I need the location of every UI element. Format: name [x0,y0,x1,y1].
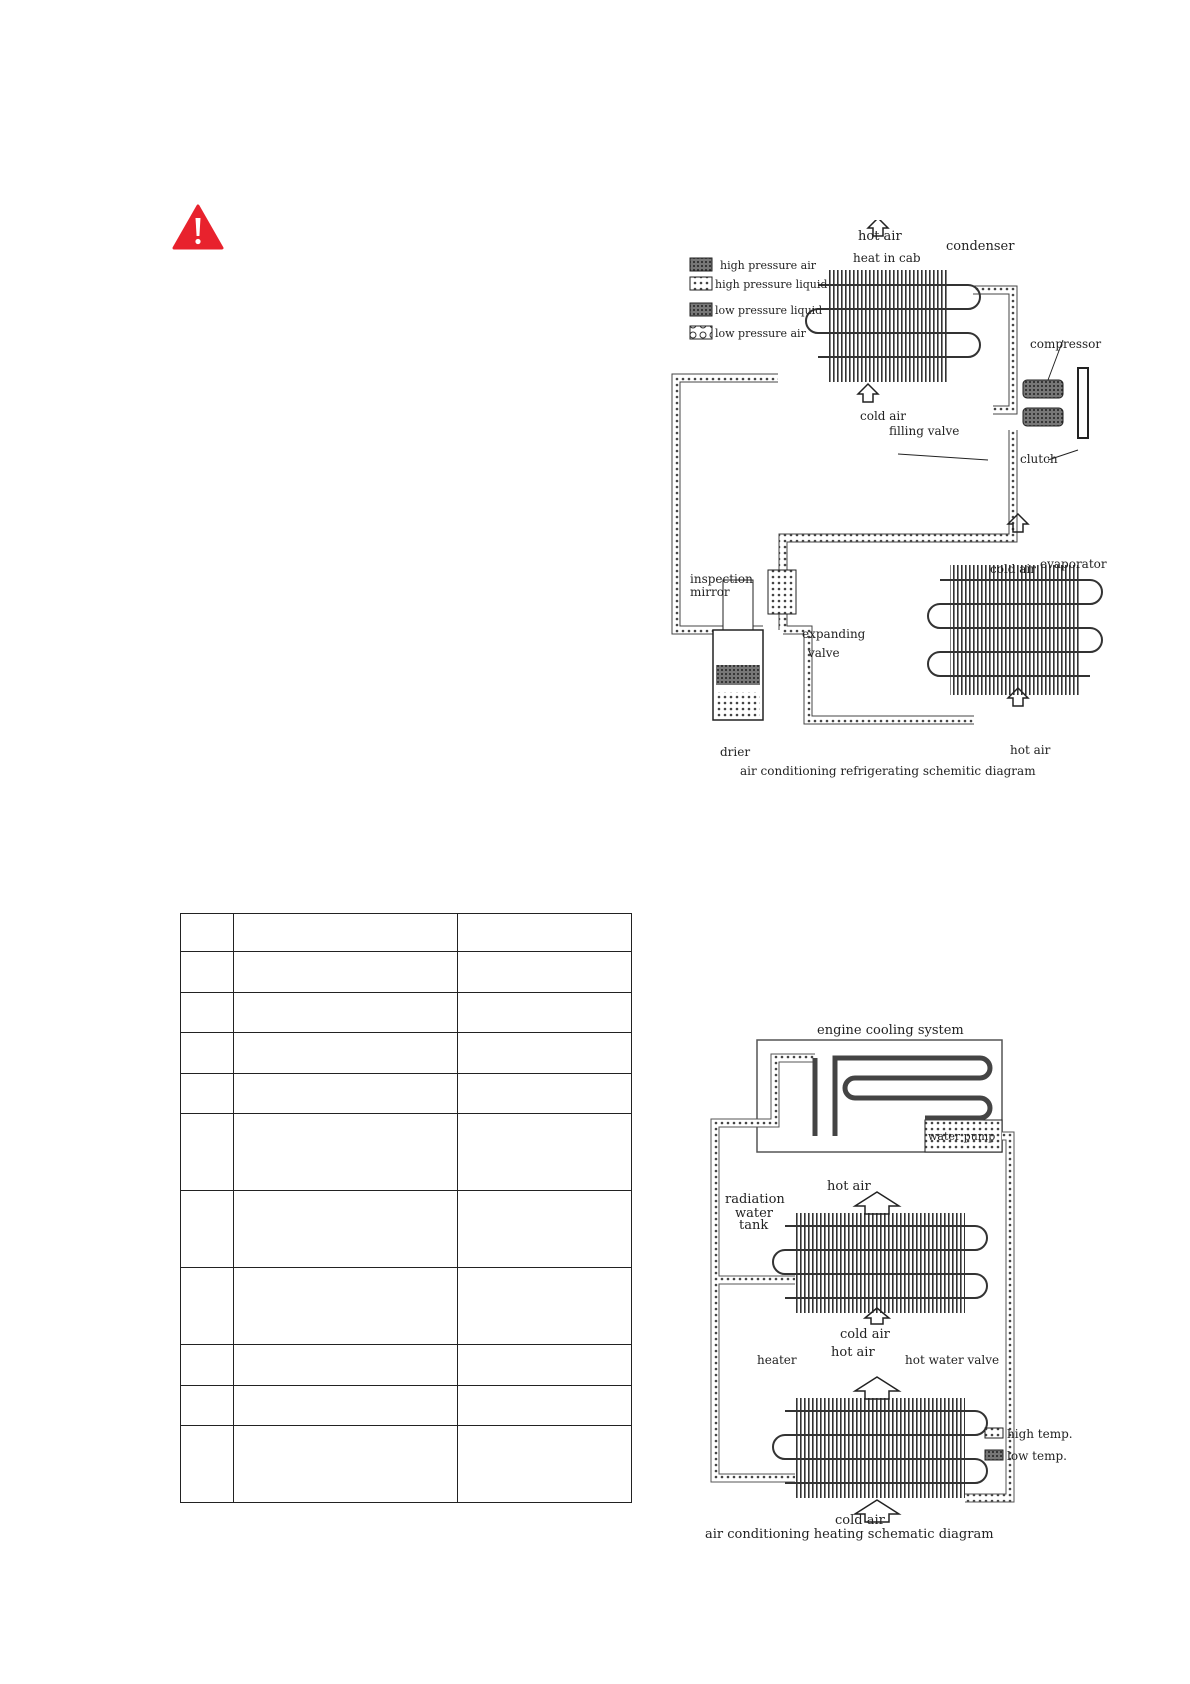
heat-in-cab-label: heat in cab [853,251,921,265]
spec-table [180,913,632,1503]
warning-triangle-icon [172,204,224,250]
hot-air-top-label: hot air [858,229,902,244]
legend-low-pressure-air: low pressure air [715,327,806,340]
expanding-valve [768,570,796,614]
table-row [181,992,632,1032]
legend-low-temp: low temp. [1007,1449,1067,1463]
compressor-label: compressor [1030,337,1102,351]
evaporator-coil [928,565,1102,695]
cold-air-heater-label: cold air [835,1513,885,1528]
cold-air-evaporator-label: cold air [990,562,1037,576]
table-row [181,1385,632,1425]
heating-schematic [695,1018,1075,1543]
spec-table-body [181,914,632,1503]
legend-high-temp: high temp. [1007,1427,1073,1441]
table-row [181,1268,632,1345]
refrigeration-schematic [668,220,1118,810]
inspection-label: inspection [690,572,753,586]
table-row [181,1073,632,1113]
condenser-label: condenser [946,239,1015,254]
condenser-coil [806,270,980,382]
tank-label: tank [739,1218,769,1233]
compressor [1023,340,1088,460]
hot-water-valve-label: hot water valve [905,1353,1000,1367]
cold-air-radiator-label: cold air [840,1327,890,1342]
legend-high-pressure-liquid: high pressure liquid [715,278,828,291]
heating-diagram-title: air conditioning heating schematic diagram [705,1527,994,1542]
drier [713,580,763,720]
filling-valve-label: filling valve [889,424,960,438]
table-row [181,1425,632,1502]
refrigeration-legend-swatches [690,258,712,339]
refrigeration-diagram-title: air conditioning refrigerating schemitic diagram [740,764,1036,778]
table-row [181,914,632,952]
filling-valve-leader [898,454,988,460]
water-label: water [735,1206,774,1221]
table-row [181,952,632,992]
heater-label: heater [757,1353,797,1367]
heating-legend-swatches [985,1428,1003,1460]
clutch-label: clutch [1020,452,1058,466]
radiation-water-tank [773,1213,987,1313]
table-row [181,1033,632,1073]
drier-label: drier [720,745,751,759]
water-pump-label: water pump [928,1130,996,1143]
table-row [181,1345,632,1385]
expanding-label: expanding [802,627,866,641]
evaporator-label: evaporator [1040,557,1107,571]
valve-label: valve [808,646,840,660]
table-row [181,1114,632,1191]
mirror-label: mirror [690,585,730,599]
hot-air-evaporator-label: hot air [1010,743,1051,757]
heater-coil [773,1398,987,1498]
cold-air-condenser-label: cold air [860,409,907,423]
hot-air-heater-label: hot air [831,1345,875,1360]
table-row [181,1191,632,1268]
hot-air-radiator-label: hot air [827,1179,871,1194]
legend-low-pressure-liquid: low pressure liquid [715,304,823,317]
radiation-label: radiation [725,1192,785,1207]
engine-cooling-system-label: engine cooling system [817,1023,964,1038]
legend-high-pressure-air: high pressure air [720,259,817,272]
